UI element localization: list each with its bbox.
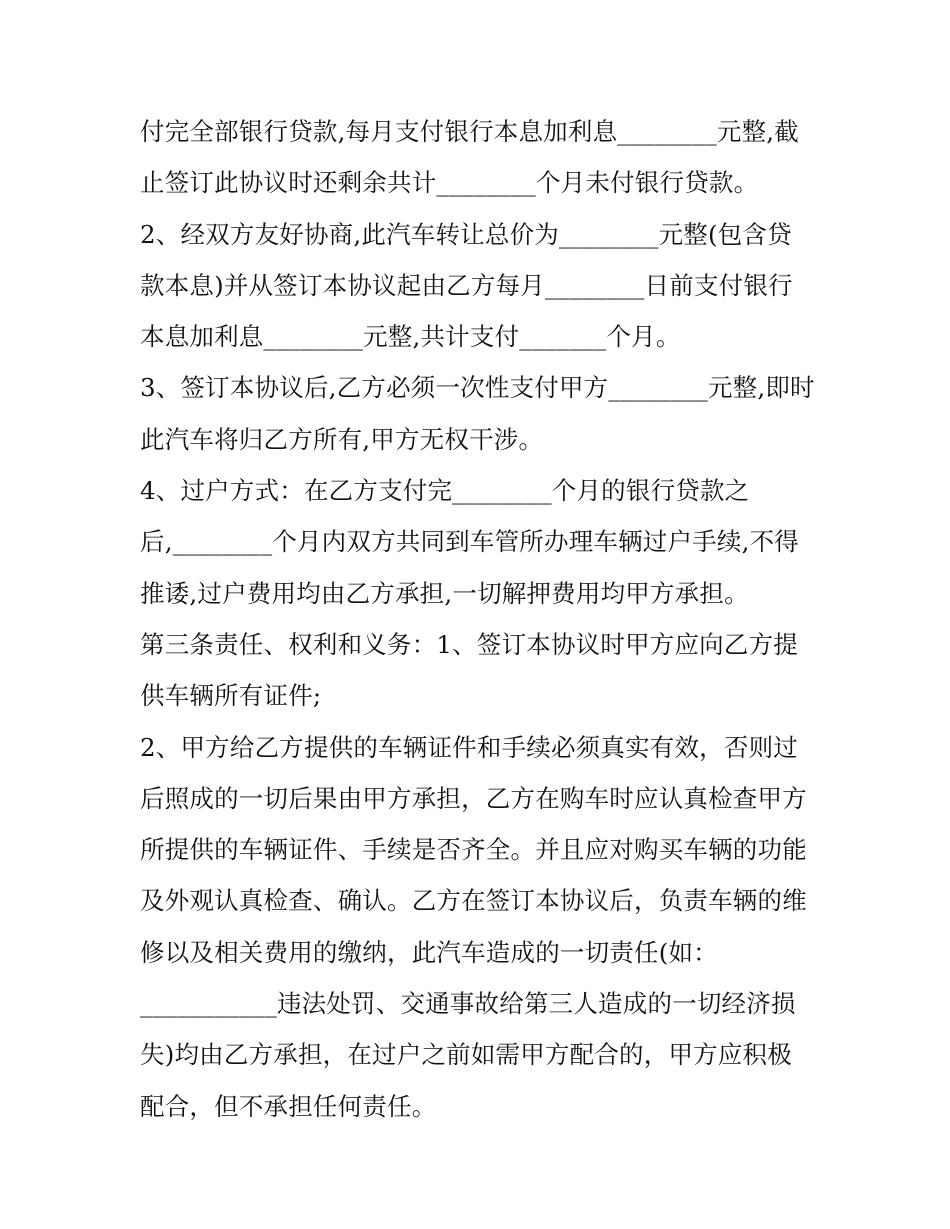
text-line: 止签订此协议时还剩余共计________个月未付银行贷款。: [140, 168, 759, 198]
text-line: 后,________个月内双方共同到车管所办理车辆过户手续,不得: [140, 527, 799, 557]
text-line: ___________违法处罚、交通事故给第三人造成的一切经济损: [140, 989, 796, 1019]
text-line: 后照成的一切后果由甲方承担，乙方在购车时应认真检查甲方: [140, 783, 807, 813]
text-line: 失)均由乙方承担，在过户之前如需甲方配合的，甲方应积极: [140, 1040, 792, 1070]
text-line: 及外观认真检查、确认。乙方在签订本协议后，负责车辆的维: [140, 886, 807, 916]
text-line: 配合，但不承担任何责任。: [140, 1091, 437, 1121]
text-line: 款本息)并从签订本协议起由乙方每月________日前支付银行: [140, 270, 793, 300]
text-line: 2、经双方友好协商,此汽车转让总价为________元整(包含贷: [140, 219, 792, 249]
text-line: 所提供的车辆证件、手续是否齐全。并且应对购买车辆的功能: [140, 835, 807, 865]
text-line: 4、过户方式：在乙方支付完________个月的银行贷款之: [140, 476, 750, 506]
text-line: 3、签订本协议后,乙方必须一次性支付甲方________元整,即时: [140, 373, 815, 403]
text-line: 付完全部银行贷款,每月支付银行本息加利息________元整,截: [140, 117, 799, 146]
text-line: 供车辆所有证件;: [140, 681, 322, 711]
text-line: 推诿,过户费用均由乙方承担,一切解押费用均甲方承担。: [140, 578, 749, 608]
text-line: 2、甲方给乙方提供的车辆证件和手续必须真实有效，否则过: [140, 732, 798, 762]
text-line: 修以及相关费用的缴纳，此汽车造成的一切责任(如：: [140, 937, 718, 967]
text-line: 此汽车将归乙方所有,甲方无权干涉。: [140, 424, 544, 454]
text-line: 第三条责任、权利和义务：1、签订本协议时甲方应向乙方提: [140, 629, 798, 659]
text-line: 本息加利息________元整,共计支付_______个月。: [140, 322, 681, 352]
agreement-text: [140, 106, 815, 1132]
